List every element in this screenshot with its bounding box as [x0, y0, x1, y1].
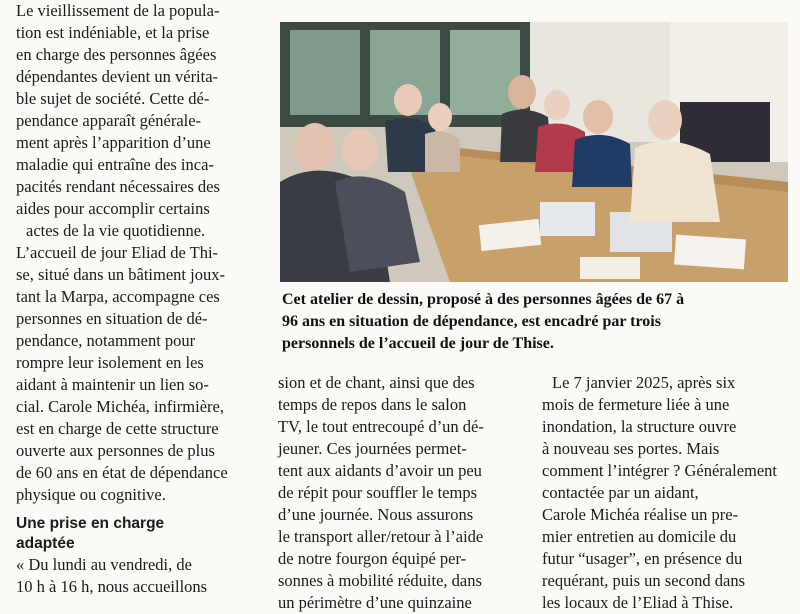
text-line: un périmètre d’une quinzaine [278, 593, 472, 612]
text-line: cial. Carole Michéa, infirmière, [16, 397, 224, 416]
text-line: sonnes à mobilité réduite, dans [278, 571, 482, 590]
text-line: pacités rendant nécessaires des [16, 177, 220, 196]
text-line: TV, le tout entrecoupé d’un dé- [278, 417, 484, 436]
text-line: rompre leur isolement en les [16, 353, 204, 372]
text-line: d’une journée. Nous assurons [278, 505, 474, 524]
text-line: est en charge de cette structure [16, 419, 219, 438]
paragraph-quote [16, 554, 274, 598]
text-line: tion est indéniable, et la prise [16, 23, 210, 42]
paragraph-intro [16, 0, 274, 242]
text-line: aidant à maintenir un lien so- [16, 375, 209, 394]
text-line: Carole Michéa réalise un pre- [542, 505, 739, 524]
text-line: tant la Marpa, accompagne ces [16, 287, 220, 306]
text-line: ble sujet de société. Cette dé- [16, 89, 210, 108]
photo-drawing-workshop [280, 22, 788, 282]
text-line: L’accueil de jour Eliad de Thi- [16, 243, 219, 262]
text-line: actes de la vie quotidienne. [26, 221, 206, 240]
article-photo [280, 22, 788, 282]
text-line: comment l’intégrer ? Généralement [542, 461, 778, 480]
text-line: tent aux aidants d’avoir un peu [278, 461, 482, 480]
text-line: futur “usager”, en présence du [542, 549, 743, 568]
text-line: de 60 ans en état de dépendance [16, 463, 228, 482]
text-line: Le vieillissement de la popula- [16, 1, 220, 20]
article-column-1 [16, 0, 274, 598]
text-line: « Du lundi au vendredi, de [16, 555, 192, 574]
text-line: de notre fourgon équipé per- [278, 549, 467, 568]
text-line: le transport aller/retour à l’aide [278, 527, 484, 546]
text-line: en charge des personnes âgées [16, 45, 217, 64]
caption-line: 96 ans en situation de dépendance, est encadré par trois [282, 313, 661, 330]
text-line: sion et de chant, ainsi que des [278, 373, 475, 392]
heading-line: Une prise en charge [16, 515, 165, 532]
text-line: physique ou cognitive. [16, 485, 166, 504]
section-heading [16, 514, 274, 554]
text-line: contactée par un aidant, [542, 483, 699, 502]
article-column-2 [278, 372, 522, 614]
text-line: personnes en situation de dé- [16, 309, 208, 328]
text-line: maladie qui entraîne des inca- [16, 155, 214, 174]
text-line: dépendantes devient un vérita- [16, 67, 219, 86]
text-line: inondation, la structure ouvre [542, 417, 737, 436]
text-line: mier entretien au domicile du [542, 527, 737, 546]
heading-line: adaptée [16, 535, 75, 552]
text-line: aides pour accomplir certains [16, 199, 210, 218]
text-line: se, situé dans un bâtiment joux- [16, 265, 225, 284]
text-line: ment après l’apparition d’une [16, 133, 211, 152]
text-line: temps de repos dans le salon [278, 395, 467, 414]
text-line: pendance apparaît générale- [16, 111, 202, 130]
text-line: ouverte aux personnes de plus [16, 441, 215, 460]
article-column-3 [542, 372, 788, 614]
text-line: jeuner. Ces journées permet- [278, 439, 467, 458]
caption-line: Cet atelier de dessin, proposé à des personnes âgées de 67 à [282, 291, 685, 308]
text-line: mois de fermeture liée à une [542, 395, 730, 414]
text-line: de répit pour souffler le temps [278, 483, 478, 502]
photo-caption [282, 289, 787, 355]
text-line: 10 h à 16 h, nous accueillons [16, 577, 208, 596]
text-line: pendance, notamment pour [16, 331, 196, 350]
text-line: Le 7 janvier 2025, après six [552, 373, 736, 392]
text-line: requérant, puis un second dans [542, 571, 745, 590]
paragraph-accueil [16, 242, 274, 506]
text-line: les locaux de l’Eliad à Thise. [542, 593, 734, 612]
caption-line: personnels de l’accueil de jour de Thise. [282, 335, 554, 352]
text-line: à nouveau ses portes. Mais [542, 439, 720, 458]
